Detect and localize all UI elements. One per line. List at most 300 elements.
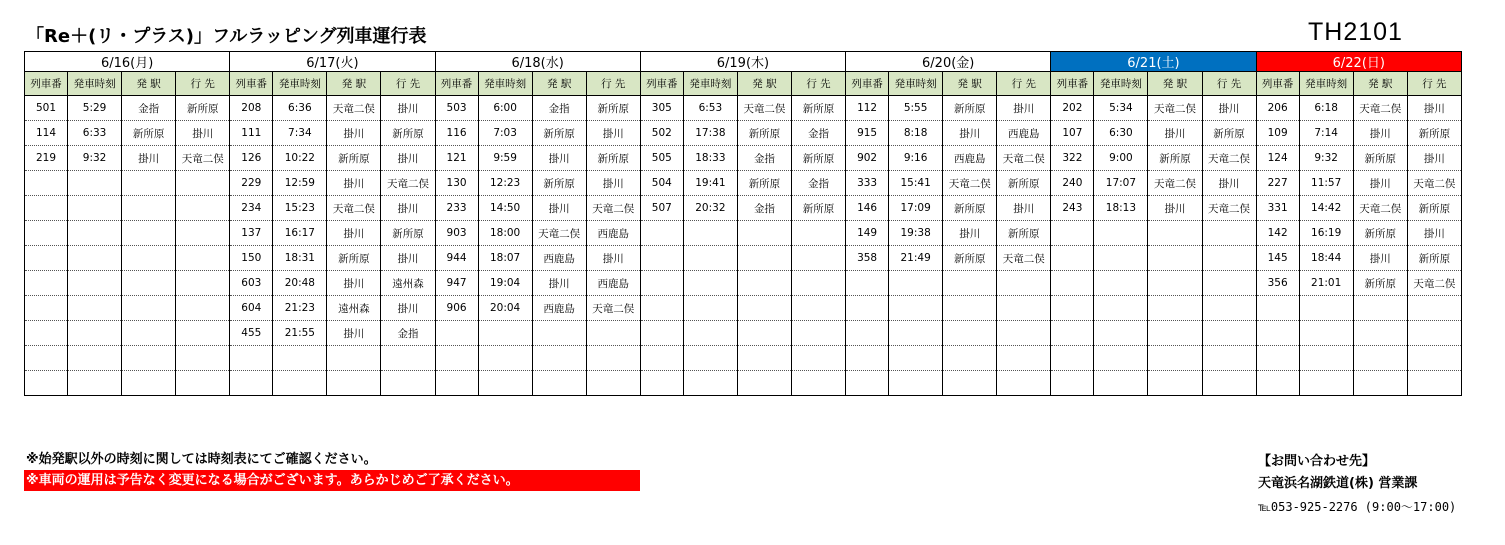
table-row (25, 346, 1462, 371)
table-cell (478, 346, 532, 371)
warning-note: ※車両の運用は予告なく変更になる場合がございます。あらかじめご了承ください。 (24, 470, 640, 491)
table-cell: 114 (25, 121, 68, 146)
table-cell: 掛川 (327, 221, 381, 246)
table-cell: 137 (230, 221, 273, 246)
table-cell (176, 321, 230, 346)
table-cell (1202, 346, 1256, 371)
table-cell: 121 (435, 146, 478, 171)
table-cell: 掛川 (1202, 96, 1256, 121)
table-cell: 掛川 (997, 96, 1051, 121)
table-cell (1353, 346, 1407, 371)
table-cell (846, 271, 889, 296)
table-cell (737, 296, 791, 321)
table-cell (25, 171, 68, 196)
table-cell: 天竜二俣 (1148, 96, 1202, 121)
table-cell: 109 (1256, 121, 1299, 146)
table-cell: 18:07 (478, 246, 532, 271)
table-cell: 掛川 (327, 321, 381, 346)
table-cell: 9:00 (1094, 146, 1148, 171)
table-cell: 19:38 (889, 221, 943, 246)
table-cell: 356 (1256, 271, 1299, 296)
table-cell (1051, 271, 1094, 296)
table-cell (1256, 321, 1299, 346)
table-cell: 新所原 (586, 146, 640, 171)
table-cell (1353, 321, 1407, 346)
table-cell: 6:00 (478, 96, 532, 121)
table-cell (1148, 371, 1202, 396)
table-cell (737, 371, 791, 396)
table-cell (176, 221, 230, 246)
table-cell (1299, 296, 1353, 321)
table-cell (683, 271, 737, 296)
table-cell: 掛川 (1407, 146, 1461, 171)
table-cell: 902 (846, 146, 889, 171)
table-cell: 新所原 (943, 196, 997, 221)
column-header: 発 駅 (943, 72, 997, 96)
table-cell (943, 321, 997, 346)
table-cell: 掛川 (381, 196, 435, 221)
table-cell (176, 171, 230, 196)
table-cell: 金指 (122, 96, 176, 121)
table-cell: 新所原 (791, 146, 845, 171)
table-cell: 7:34 (273, 121, 327, 146)
table-cell: 新所原 (1407, 121, 1461, 146)
table-cell: 新所原 (122, 121, 176, 146)
date-header: 6/19(木) (640, 52, 845, 72)
table-cell (68, 271, 122, 296)
table-cell: 掛川 (586, 171, 640, 196)
page-title: 「Re＋(リ・プラス)」フルラッピング列車運行表 (26, 26, 427, 47)
table-cell (1051, 246, 1094, 271)
column-header: 発 駅 (122, 72, 176, 96)
table-cell (889, 371, 943, 396)
table-cell (25, 371, 68, 396)
table-cell: 16:19 (1299, 221, 1353, 246)
table-cell: 208 (230, 96, 273, 121)
table-cell (1148, 221, 1202, 246)
table-cell: 金指 (737, 196, 791, 221)
table-cell: 新所原 (532, 121, 586, 146)
table-cell: 掛川 (381, 146, 435, 171)
table-cell (1094, 221, 1148, 246)
table-cell: 6:36 (273, 96, 327, 121)
table-cell: 天竜二俣 (176, 146, 230, 171)
table-cell: 天竜二俣 (737, 96, 791, 121)
table-cell: 掛川 (532, 271, 586, 296)
column-header: 行 先 (791, 72, 845, 96)
column-header: 発 駅 (1148, 72, 1202, 96)
table-cell: 12:23 (478, 171, 532, 196)
table-cell: 掛川 (586, 246, 640, 271)
table-cell: 掛川 (381, 96, 435, 121)
table-cell: 145 (1256, 246, 1299, 271)
table-cell: 天竜二俣 (327, 96, 381, 121)
table-cell (1051, 221, 1094, 246)
table-cell: 遠州森 (327, 296, 381, 321)
table-cell (1407, 346, 1461, 371)
column-header: 発 駅 (737, 72, 791, 96)
table-cell: 21:23 (273, 296, 327, 321)
table-cell: 17:09 (889, 196, 943, 221)
table-cell: 16:17 (273, 221, 327, 246)
table-cell: 掛川 (327, 271, 381, 296)
table-cell: 507 (640, 196, 683, 221)
column-header: 行 先 (1407, 72, 1461, 96)
table-cell: 天竜二俣 (1148, 171, 1202, 196)
table-cell (25, 246, 68, 271)
table-cell (122, 246, 176, 271)
table-cell (943, 346, 997, 371)
table-cell (68, 196, 122, 221)
table-cell: 5:29 (68, 96, 122, 121)
table-cell: 7:03 (478, 121, 532, 146)
table-cell (68, 221, 122, 246)
table-cell: 604 (230, 296, 273, 321)
table-cell (435, 371, 478, 396)
table-cell (68, 246, 122, 271)
table-cell (791, 271, 845, 296)
table-cell: 掛川 (1407, 221, 1461, 246)
table-cell: 21:55 (273, 321, 327, 346)
table-cell: 9:32 (1299, 146, 1353, 171)
table-cell (1202, 271, 1256, 296)
table-cell: 18:00 (478, 221, 532, 246)
table-cell: 142 (1256, 221, 1299, 246)
table-cell (737, 246, 791, 271)
table-cell: 947 (435, 271, 478, 296)
table-cell (68, 171, 122, 196)
table-cell: 124 (1256, 146, 1299, 171)
table-cell: 西鹿島 (532, 296, 586, 321)
table-cell (1094, 271, 1148, 296)
table-cell (1202, 321, 1256, 346)
table-cell (586, 321, 640, 346)
table-cell: 西鹿島 (586, 221, 640, 246)
table-cell: 146 (846, 196, 889, 221)
table-cell (683, 221, 737, 246)
table-cell: 15:23 (273, 196, 327, 221)
table-cell (122, 171, 176, 196)
table-cell (997, 271, 1051, 296)
table-cell: 掛川 (327, 171, 381, 196)
table-cell (586, 371, 640, 396)
table-cell: 遠州森 (381, 271, 435, 296)
table-cell (791, 321, 845, 346)
table-cell: 掛川 (943, 221, 997, 246)
table-cell: 新所原 (1353, 146, 1407, 171)
table-row (25, 246, 1462, 271)
table-cell: 305 (640, 96, 683, 121)
table-cell (1256, 346, 1299, 371)
table-cell (68, 346, 122, 371)
table-cell (1148, 346, 1202, 371)
table-cell: 603 (230, 271, 273, 296)
table-row (25, 321, 1462, 346)
table-cell: 掛川 (327, 121, 381, 146)
table-cell: 新所原 (586, 96, 640, 121)
table-cell: 金指 (381, 321, 435, 346)
table-cell: 金指 (791, 171, 845, 196)
table-cell: 503 (435, 96, 478, 121)
table-cell (1407, 296, 1461, 321)
table-cell: 501 (25, 96, 68, 121)
contact-company: 天竜浜名湖鉄道(株) 営業課 (1258, 476, 1418, 491)
table-cell: 333 (846, 171, 889, 196)
table-cell: 掛川 (122, 146, 176, 171)
table-cell: 天竜二俣 (1202, 146, 1256, 171)
table-cell: 新所原 (381, 121, 435, 146)
contact-heading: 【お問い合わせ先】 (1258, 454, 1376, 469)
table-cell (381, 371, 435, 396)
table-cell (737, 346, 791, 371)
table-cell (1148, 321, 1202, 346)
table-cell: 新所原 (176, 96, 230, 121)
table-cell (273, 371, 327, 396)
column-header: 発 駅 (1353, 72, 1407, 96)
table-cell: 掛川 (176, 121, 230, 146)
table-cell (640, 271, 683, 296)
table-cell (640, 296, 683, 321)
table-cell: 新所原 (1407, 246, 1461, 271)
column-header: 行 先 (1202, 72, 1256, 96)
table-cell (1256, 296, 1299, 321)
table-cell (889, 346, 943, 371)
column-header: 発車時刻 (68, 72, 122, 96)
table-cell: 掛川 (1148, 196, 1202, 221)
table-cell: 6:53 (683, 96, 737, 121)
table-cell: 天竜二俣 (381, 171, 435, 196)
table-cell: 9:59 (478, 146, 532, 171)
column-header: 列車番 (640, 72, 683, 96)
table-cell (25, 221, 68, 246)
table-cell (737, 321, 791, 346)
table-cell (435, 321, 478, 346)
table-cell (1202, 246, 1256, 271)
column-header: 行 先 (381, 72, 435, 96)
table-cell: 455 (230, 321, 273, 346)
table-cell: 新所原 (997, 221, 1051, 246)
table-cell: 掛川 (1407, 96, 1461, 121)
table-cell: 12:59 (273, 171, 327, 196)
table-cell (478, 371, 532, 396)
table-cell: 新所原 (1202, 121, 1256, 146)
table-cell (846, 346, 889, 371)
table-cell: 19:04 (478, 271, 532, 296)
table-cell (997, 296, 1051, 321)
table-cell (640, 346, 683, 371)
table-cell: 掛川 (1353, 121, 1407, 146)
column-header: 列車番 (435, 72, 478, 96)
table-cell: 14:50 (478, 196, 532, 221)
table-row (25, 371, 1462, 396)
table-cell (176, 296, 230, 321)
table-cell (1094, 321, 1148, 346)
table-cell: 227 (1256, 171, 1299, 196)
table-cell (25, 271, 68, 296)
table-cell: 新所原 (791, 196, 845, 221)
table-cell (176, 346, 230, 371)
table-cell (176, 371, 230, 396)
table-cell (889, 271, 943, 296)
table-cell (176, 271, 230, 296)
table-cell (327, 346, 381, 371)
table-cell (1202, 371, 1256, 396)
date-header: 6/17(火) (230, 52, 435, 72)
table-cell (1094, 296, 1148, 321)
table-cell: 新所原 (327, 246, 381, 271)
schedule-table (24, 51, 1462, 396)
table-cell (1407, 321, 1461, 346)
table-cell: 18:33 (683, 146, 737, 171)
table-cell (176, 246, 230, 271)
table-cell (791, 221, 845, 246)
table-cell (791, 296, 845, 321)
table-cell (25, 296, 68, 321)
table-cell (122, 346, 176, 371)
column-header: 列車番 (1256, 72, 1299, 96)
table-cell: 西鹿島 (943, 146, 997, 171)
table-cell: 10:22 (273, 146, 327, 171)
table-cell: 天竜二俣 (1202, 196, 1256, 221)
table-cell (1051, 296, 1094, 321)
table-cell (846, 296, 889, 321)
column-header: 発 駅 (532, 72, 586, 96)
table-cell: 天竜二俣 (327, 196, 381, 221)
table-cell (381, 346, 435, 371)
table-cell: 18:13 (1094, 196, 1148, 221)
table-cell: 新所原 (1407, 196, 1461, 221)
column-header: 発車時刻 (1299, 72, 1353, 96)
table-cell: 502 (640, 121, 683, 146)
table-row (25, 121, 1462, 146)
column-header: 列車番 (25, 72, 68, 96)
table-cell (230, 346, 273, 371)
table-cell: 14:42 (1299, 196, 1353, 221)
table-cell: 150 (230, 246, 273, 271)
table-cell: 新所原 (791, 96, 845, 121)
table-cell (1148, 296, 1202, 321)
table-cell (1202, 296, 1256, 321)
table-cell: 202 (1051, 96, 1094, 121)
table-cell: 天竜二俣 (943, 171, 997, 196)
table-cell (683, 246, 737, 271)
column-header: 列車番 (846, 72, 889, 96)
table-cell: 229 (230, 171, 273, 196)
table-cell (435, 346, 478, 371)
table-cell (586, 346, 640, 371)
column-header: 行 先 (176, 72, 230, 96)
table-cell: 新所原 (997, 171, 1051, 196)
table-cell: 112 (846, 96, 889, 121)
table-cell: 233 (435, 196, 478, 221)
table-cell (122, 196, 176, 221)
table-cell (25, 346, 68, 371)
table-cell: 金指 (737, 146, 791, 171)
table-cell: 504 (640, 171, 683, 196)
date-header: 6/20(金) (846, 52, 1051, 72)
table-cell (943, 371, 997, 396)
column-header: 発車時刻 (273, 72, 327, 96)
table-cell (176, 196, 230, 221)
table-cell: 19:41 (683, 171, 737, 196)
table-cell: 掛川 (1353, 171, 1407, 196)
table-cell (1299, 321, 1353, 346)
column-header: 発 駅 (327, 72, 381, 96)
table-cell: 17:07 (1094, 171, 1148, 196)
table-cell: 5:34 (1094, 96, 1148, 121)
table-cell (25, 321, 68, 346)
table-cell (230, 371, 273, 396)
table-cell (1094, 246, 1148, 271)
table-row (25, 171, 1462, 196)
table-cell (997, 321, 1051, 346)
table-cell: 331 (1256, 196, 1299, 221)
table-cell: 20:48 (273, 271, 327, 296)
table-cell: 9:16 (889, 146, 943, 171)
table-cell: 天竜二俣 (1353, 96, 1407, 121)
table-cell: 掛川 (532, 146, 586, 171)
table-cell (1256, 371, 1299, 396)
table-cell (122, 296, 176, 321)
table-cell: 金指 (532, 96, 586, 121)
table-cell: 新所原 (1353, 271, 1407, 296)
table-cell (683, 346, 737, 371)
column-header-row (25, 72, 1462, 96)
table-cell (683, 321, 737, 346)
table-cell: 掛川 (1148, 121, 1202, 146)
table-row (25, 196, 1462, 221)
table-cell: 915 (846, 121, 889, 146)
table-cell (997, 346, 1051, 371)
table-cell: 7:14 (1299, 121, 1353, 146)
table-cell (846, 371, 889, 396)
table-cell (640, 246, 683, 271)
table-cell: 6:18 (1299, 96, 1353, 121)
table-row (25, 146, 1462, 171)
table-cell: 新所原 (381, 221, 435, 246)
table-cell: 21:01 (1299, 271, 1353, 296)
table-cell: 149 (846, 221, 889, 246)
table-cell: 西鹿島 (997, 121, 1051, 146)
date-header: 6/16(月) (25, 52, 230, 72)
table-cell (1148, 246, 1202, 271)
table-cell (640, 221, 683, 246)
table-cell: 新所原 (737, 171, 791, 196)
table-cell: 掛川 (1202, 171, 1256, 196)
table-cell (122, 271, 176, 296)
table-cell: 新所原 (1148, 146, 1202, 171)
table-cell: 天竜二俣 (532, 221, 586, 246)
table-cell: 243 (1051, 196, 1094, 221)
table-cell: 944 (435, 246, 478, 271)
table-cell: 西鹿島 (532, 246, 586, 271)
timetable-note: ※始発駅以外の時刻に関しては時刻表にてご確認ください。 (26, 452, 377, 467)
table-cell: 金指 (791, 121, 845, 146)
table-cell: 新所原 (737, 121, 791, 146)
column-header: 発車時刻 (889, 72, 943, 96)
document-code: TH2101 (1308, 18, 1403, 46)
table-cell: 11:57 (1299, 171, 1353, 196)
table-cell: 新所原 (943, 96, 997, 121)
table-cell (478, 321, 532, 346)
date-header: 6/22(日) (1256, 52, 1461, 72)
column-header: 列車番 (1051, 72, 1094, 96)
table-cell: 6:30 (1094, 121, 1148, 146)
table-cell: 322 (1051, 146, 1094, 171)
table-cell: 9:32 (68, 146, 122, 171)
table-cell (683, 371, 737, 396)
table-cell (1051, 371, 1094, 396)
